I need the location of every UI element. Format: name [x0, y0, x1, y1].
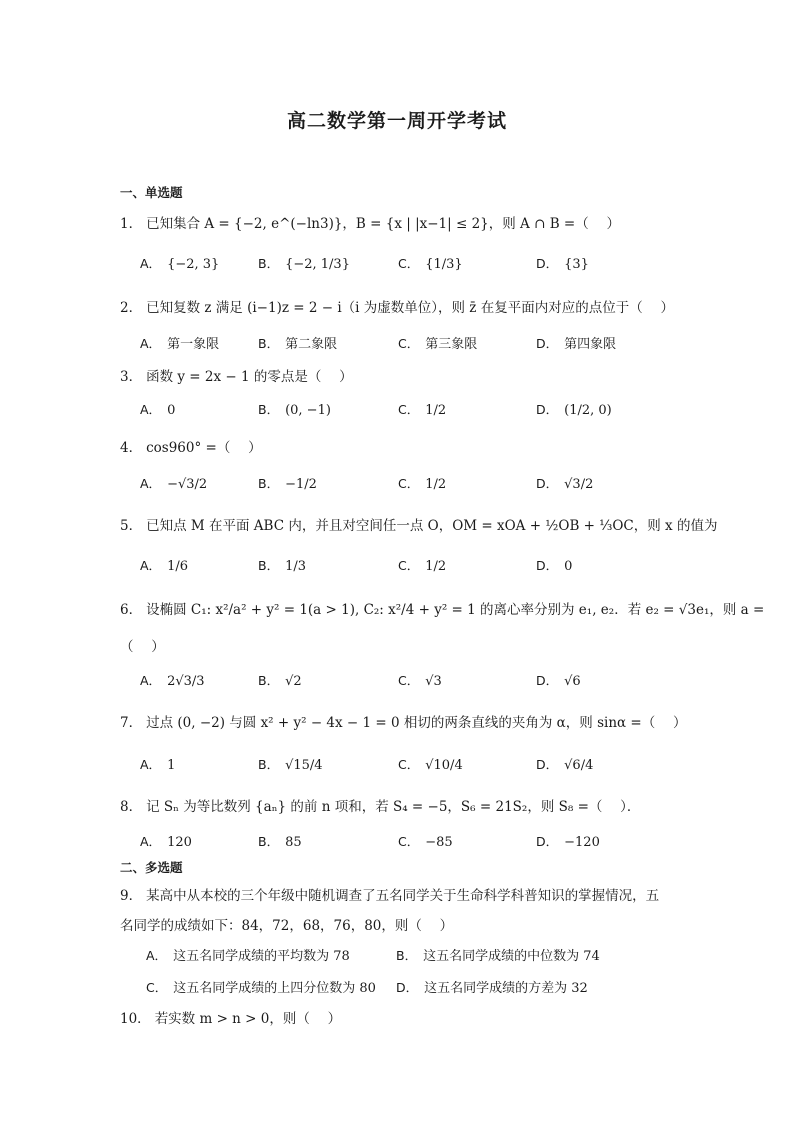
question-number: 8．: [120, 799, 143, 815]
option-d: D． 0: [536, 558, 573, 574]
section-heading-single: 一、单选题: [120, 185, 183, 200]
question-number: 7．: [120, 715, 143, 731]
option-c: C． −85: [398, 834, 453, 850]
question-number: 6．: [120, 602, 143, 618]
option-b: B． √2: [258, 673, 302, 689]
option-c: C． 这五名同学成绩的上四分位数为 80: [146, 980, 376, 996]
option-d: D． (1/2, 0): [536, 402, 612, 418]
option-b: B． 这五名同学成绩的中位数为 74: [396, 948, 600, 964]
option-d: D． {3}: [536, 256, 589, 272]
question-stem: 已知集合 A = {−2, e^(−ln3)}，B = {x | |x−1| ≤ 2}，则 A ∩ B =（ ）: [146, 216, 621, 232]
question-stem: cos960° =（ ）: [146, 440, 262, 456]
question-stem: 记 Sₙ 为等比数列 {aₙ} 的前 n 项和，若 S₄ = −5，S₆ = 21S₂，则 S₈ =（ ）．: [146, 799, 641, 815]
question-7: [120, 711, 687, 731]
option-a: A． 1/6: [140, 558, 188, 574]
option-d: D． √3/2: [536, 476, 594, 492]
option-c: C． 1/2: [398, 558, 447, 574]
option-a: A． {−2, 3}: [140, 256, 220, 272]
question-1: [120, 212, 620, 232]
option-d: D． √6: [536, 673, 581, 689]
question-10: [120, 1007, 341, 1027]
option-b: B． 第二象限: [258, 336, 338, 352]
question-stem: 已知点 M 在平面 ABC 内，并且对空间任一点 O，OM = xOA + ½OB + ⅓OC，则 x 的值为: [146, 518, 718, 534]
question-number: 2．: [120, 300, 143, 316]
question-9: [120, 884, 659, 904]
option-c: C． 1/2: [398, 476, 447, 492]
option-a: A． 1: [140, 757, 176, 773]
question-stem: 已知复数 z 满足 (i−1)z = 2 − i（i 为虚数单位），则 z̄ 在复平面内对应的点位于（ ）: [146, 300, 674, 316]
question-number: 3．: [120, 369, 143, 385]
question-8: [120, 795, 640, 815]
option-b: B． √15/4: [258, 757, 323, 773]
question-6: [120, 598, 764, 618]
section-heading-multi: 二、多选题: [120, 860, 183, 875]
option-d: D． −120: [536, 834, 600, 850]
option-a: A． 这五名同学成绩的平均数为 78: [146, 948, 350, 964]
question-6-continuation: （ ）: [120, 639, 165, 655]
option-b: B． {−2, 1/3}: [258, 256, 350, 272]
question-number: 10．: [120, 1011, 151, 1027]
option-b: B． 1/3: [258, 558, 306, 574]
page-title: 高二数学第一周开学考试: [286, 110, 507, 132]
option-c: C． 1/2: [398, 402, 447, 418]
option-d: D． 这五名同学成绩的方差为 32: [396, 980, 588, 996]
option-a: A． 2√3/3: [140, 673, 205, 689]
option-a: A． 120: [140, 834, 192, 850]
question-stem: 若实数 m > n > 0，则（ ）: [154, 1011, 342, 1027]
option-c: C． {1/3}: [398, 256, 463, 272]
question-3: [120, 365, 353, 385]
option-c: C． 第三象限: [398, 336, 478, 352]
option-a: A． 0: [140, 402, 176, 418]
option-a: A． 第一象限: [140, 336, 220, 352]
question-4: [120, 436, 262, 456]
question-5: [120, 514, 717, 534]
question-stem: 过点 (0, −2) 与圆 x² + y² − 4x − 1 = 0 相切的两条直线的夹角为 α，则 sinα =（ ）: [146, 715, 687, 731]
question-stem: 某高中从本校的三个年级中随机调查了五名同学关于生命科学科普知识的掌握情况，五: [146, 888, 660, 904]
question-number: 1．: [120, 216, 143, 232]
question-number: 9．: [120, 888, 143, 904]
question-2: [120, 296, 674, 316]
question-9-continuation: 名同学的成绩如下：84，72，68，76，80，则（ ）: [120, 918, 454, 934]
option-d: D． √6/4: [536, 757, 594, 773]
question-number: 5．: [120, 518, 143, 534]
option-b: B． −1/2: [258, 476, 317, 492]
question-stem: 设椭圆 C₁: x²/a² + y² = 1(a > 1), C₂: x²/4 + y² = 1 的离心率分别为 e₁, e₂．若 e₂ = √3e₁，则 a =: [146, 602, 765, 618]
option-c: C． √3: [398, 673, 442, 689]
option-c: C． √10/4: [398, 757, 463, 773]
question-number: 4．: [120, 440, 143, 456]
option-a: A． −√3/2: [140, 476, 208, 492]
option-d: D． 第四象限: [536, 336, 617, 352]
option-b: B． 85: [258, 834, 302, 850]
option-b: B． (0, −1): [258, 402, 331, 418]
question-stem: 函数 y = 2x − 1 的零点是（ ）: [146, 369, 353, 385]
